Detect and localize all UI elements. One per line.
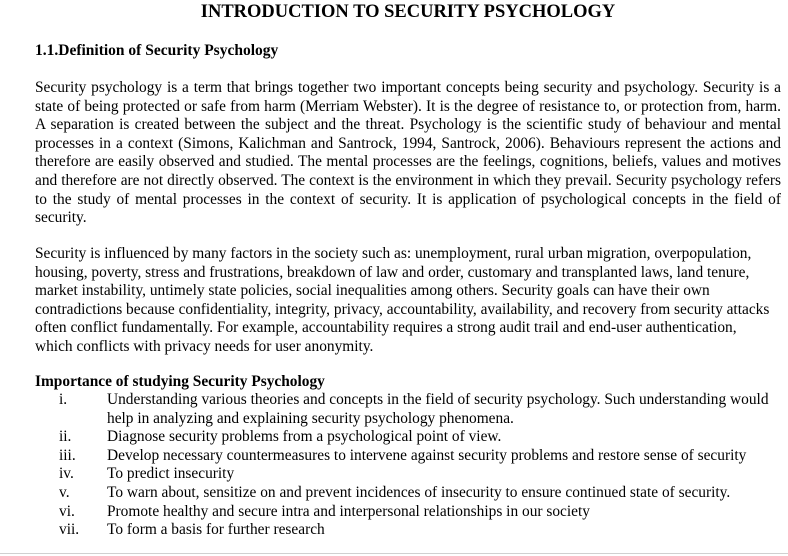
list-item — [35, 428, 780, 447]
list-item-number: iii. — [59, 446, 76, 464]
list-item-text: To warn about, sensitize on and prevent incidences of insecurity to ensure continued state of security. — [107, 483, 731, 501]
list-item — [35, 465, 780, 484]
importance-heading: Importance of studying Security Psychology — [35, 373, 325, 390]
list-item — [35, 447, 780, 466]
importance-list — [35, 391, 780, 540]
list-item-number: iv. — [59, 465, 74, 483]
list-item — [35, 503, 780, 522]
list-item — [35, 484, 780, 503]
list-item-text: To predict insecurity — [107, 465, 235, 483]
list-item — [35, 521, 780, 540]
page-bottom-divider — [0, 553, 788, 554]
list-item-number: i. — [59, 391, 68, 408]
list-item — [35, 391, 780, 428]
list-item-number: vii. — [59, 521, 80, 539]
definition-paragraph: Security psychology is a term that brings together two important concepts being security and psychology. Security is a state of being protected or safe from harm (Merriam Webster). It is the degree of resistance to, or protection from, harm. A separation is created between the subject and the threat. Psychology is the scientific study of behaviour and mental processes in a context (Simons, Kalichman and Santrock, 1994, Santrock, 2006). Behaviours represent the actions and therefore are easily observed and studied. The mental processes are the feelings, cognitions, beliefs, values and motives and therefore are not directly observed. The context is the environment in which they prevail. Security psychology refers to the study of mental processes in the context of security. It is application of psychological concepts in the field of security. — [35, 79, 781, 227]
list-item-text: Promote healthy and secure intra and interpersonal relationships in our society — [107, 502, 590, 520]
document-title: INTRODUCTION TO SECURITY PSYCHOLOGY — [200, 2, 616, 22]
list-item-number: vi. — [59, 502, 75, 520]
list-item-number: v. — [59, 483, 70, 501]
list-item-number: ii. — [59, 428, 72, 446]
list-item-text: To form a basis for further research — [107, 521, 325, 539]
list-item-text: Understanding various theories and concepts in the field of security psychology. Such understanding would help in analyzing and explaining security psychology phenomena. — [107, 391, 769, 427]
list-item-text: Develop necessary countermeasures to intervene against security problems and restore sense of security — [107, 446, 747, 464]
factors-paragraph: Security is influenced by many factors in the society such as: unemployment, rural urban migration, overpopulation, housing, poverty, stress and frustrations, breakdown of law and order, customary and transplanted laws, land tenure, market instability, untimely state policies, social inequalities among others. Security goals can have their own contradictions because confidentiality, integrity, privacy, accountability, availability, and recovery from security attacks often conflict fundamentally. For example, accountability requires a strong audit trail and end-user authentication, which conflicts with privacy needs for user anonymity. — [35, 245, 770, 355]
section-heading: 1.1.Definition of Security Psychology — [35, 42, 279, 59]
list-item-text: Diagnose security problems from a psychological point of view. — [107, 428, 502, 446]
